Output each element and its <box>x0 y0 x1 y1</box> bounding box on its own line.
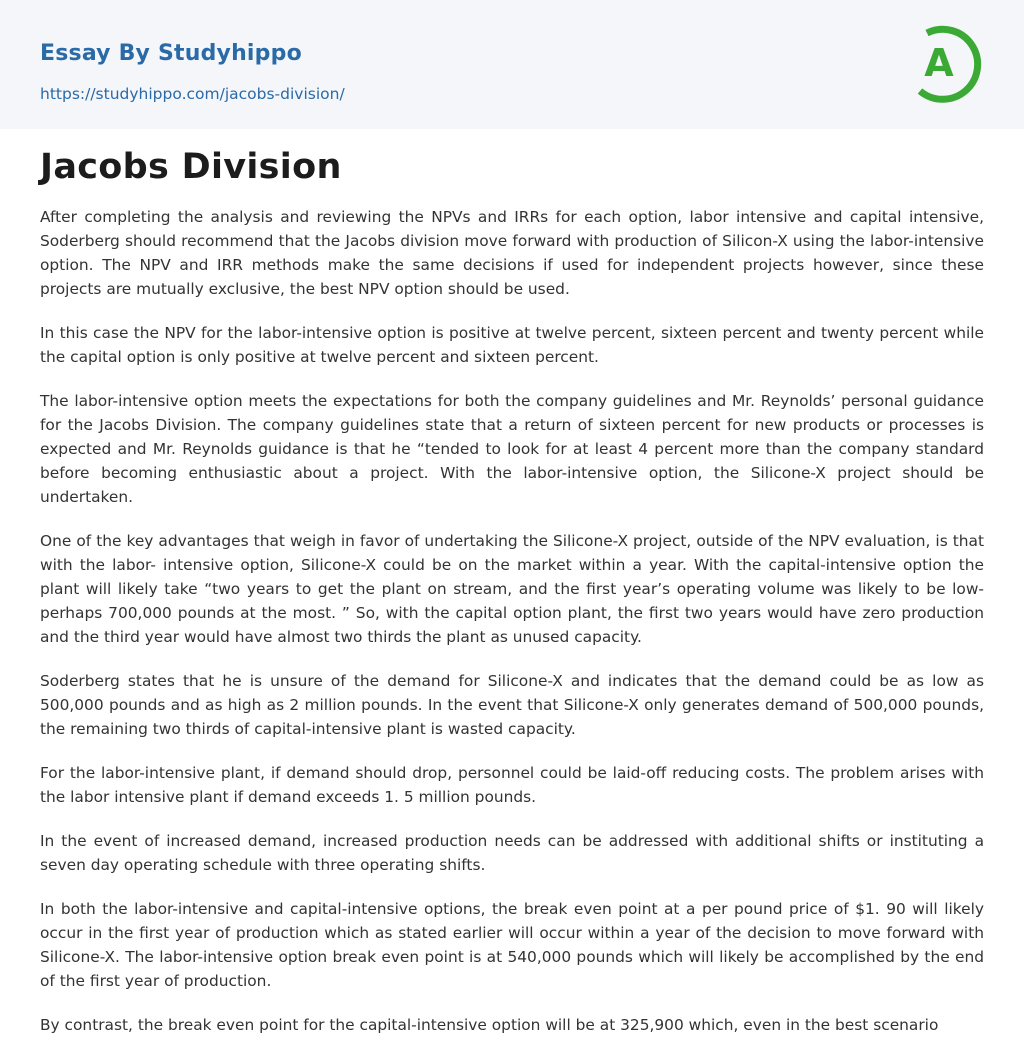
essay-paragraph: One of the key advantages that weigh in favor of undertaking the Silicone-X project, outside of the NPV evaluation, is that with the labor- intensive option, Silicone-X could be on the market within a year. With the capital-intensive option the plant will likely take “two years to get the plant on stream, and the first year’s operating volume was likely to be low-perhaps 700,000 pounds at the most. ” So, with the capital option plant, the first two years would have zero production and the third year would have almost two thirds the plant as unused capacity. <box>40 532 984 646</box>
studyhippo-logo-icon[interactable] <box>912 19 986 105</box>
brand-title: Essay By Studyhippo <box>40 41 302 66</box>
essay-content <box>0 129 1024 1037</box>
essay-paragraph: Soderberg states that he is unsure of the demand for Silicone-X and indicates that the demand could be as low as 500,000 pounds and as high as 2 million pounds. In the event that Silicone-X only generates demand of 500,000 pounds, the remaining two thirds of capital-intensive plant is wasted capacity. <box>40 672 984 738</box>
essay-paragraph: The labor-intensive option meets the expectations for both the company guidelines and Mr. Reynolds’ personal guidance for the Jacobs Division. The company guidelines state that a return of sixteen percent for new products or processes is expected and Mr. Reynolds guidance is that he “tended to look for at least 4 percent more than the company standard before becoming enthusiastic about a project. With the labor-intensive option, the Silicone-X project should be undertaken. <box>40 392 984 506</box>
essay-paragraph: In the event of increased demand, increased production needs can be addressed with additional shifts or instituting a seven day operating schedule with three operating shifts. <box>40 832 984 874</box>
essay-paragraph: In both the labor-intensive and capital-intensive options, the break even point at a per pound price of $1. 90 will likely occur in the first year of production which as stated earlier will occur within a year of the decision to move forward with Silicone-X. The labor-intensive option break even point is at 540,000 pounds which will likely be accomplished by the end of the first year of production. <box>40 900 984 990</box>
page-title: Jacobs Division <box>40 147 342 187</box>
essay-paragraph: By contrast, the break even point for the capital-intensive option will be at 325,900 which, even in the best scenario <box>40 1016 939 1034</box>
source-link[interactable]: https://studyhippo.com/jacobs-division/ <box>40 85 345 103</box>
essay-paragraph: After completing the analysis and reviewing the NPVs and IRRs for each option, labor intensive and capital intensive, Soderberg should recommend that the Jacobs division move forward with production of Silicon-X using the labor-intensive option. The NPV and IRR methods make the same decisions if used for independent projects however, since these projects are mutually exclusive, the best NPV option should be used. <box>40 208 984 298</box>
site-header <box>0 0 1024 129</box>
essay-paragraph: In this case the NPV for the labor-intensive option is positive at twelve percent, sixteen percent and twenty percent while the capital option is only positive at twelve percent and sixteen percent. <box>40 324 984 366</box>
essay-paragraph: For the labor-intensive plant, if demand should drop, personnel could be laid-off reducing costs. The problem arises with the labor intensive plant if demand exceeds 1. 5 million pounds. <box>40 764 984 806</box>
logo-letter: A <box>924 41 954 85</box>
